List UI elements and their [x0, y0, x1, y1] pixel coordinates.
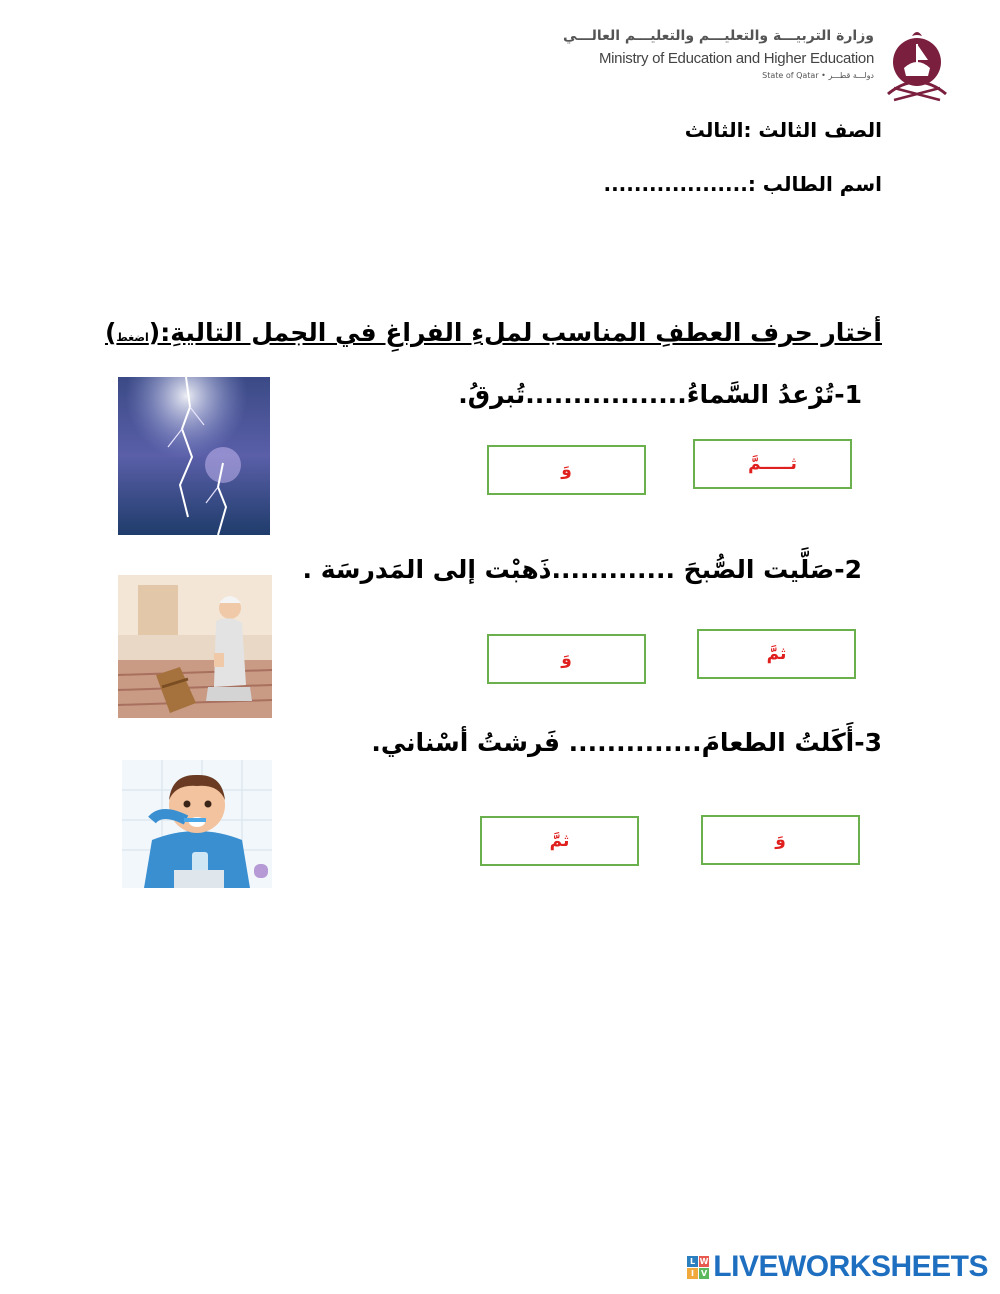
- liveworksheets-branding: [687, 1250, 988, 1284]
- student-name-label: اسم الطالب :...................: [603, 172, 882, 196]
- ministry-logo: [563, 26, 950, 106]
- question-2-option-wa[interactable]: وَ: [487, 634, 646, 684]
- question-2-sentence: 2-صَلَّيت الصُّبحَ .............ذَهبْت إلى المَدرسَة .: [302, 555, 862, 584]
- liveworksheets-brand-text: LIVEWORKSHEETS: [713, 1250, 988, 1283]
- question-1-option-wa[interactable]: وَ: [487, 445, 646, 495]
- instruction-text: أختار حرف العطفِ المناسب لملءِ الفراغِ في الجمل التاليةِ:(: [148, 318, 882, 347]
- question-1-option-thumma[interactable]: ثـــــمَّ: [693, 439, 852, 489]
- question-3-option-thumma[interactable]: ثمَّ: [480, 816, 639, 866]
- instruction-hint: اضغط: [116, 331, 149, 344]
- question-3-option-wa[interactable]: وَ: [701, 815, 860, 865]
- instruction-close: ): [104, 318, 117, 347]
- boy-praying-image: [118, 575, 272, 718]
- boy-brushing-teeth-image: [122, 760, 272, 888]
- lightning-storm-image: [118, 377, 270, 535]
- state-of-qatar-label: State of Qatar • دولـــة قطـــر: [762, 71, 874, 80]
- question-1-sentence: 1-تُرْعدُ السَّماءُ.................تُبرقُ.: [458, 380, 862, 409]
- liveworksheets-logo-icon: L W I V: [687, 1256, 709, 1278]
- ministry-name-arabic: وزارة التربيـــة والتعليـــم والتعليـــم العالـــي: [563, 28, 874, 44]
- instruction-heading: [105, 318, 882, 347]
- question-3-sentence: 3-أَكَلتُ الطعامَ.............. فَرشتُ أسْناني.: [371, 728, 882, 757]
- grade-label: الصف الثالث :الثالث: [684, 118, 882, 142]
- question-2-option-thumma[interactable]: ثمَّ: [697, 629, 856, 679]
- qatar-emblem-icon: [884, 26, 950, 104]
- ministry-name-english: Ministry of Education and Higher Education: [598, 50, 874, 67]
